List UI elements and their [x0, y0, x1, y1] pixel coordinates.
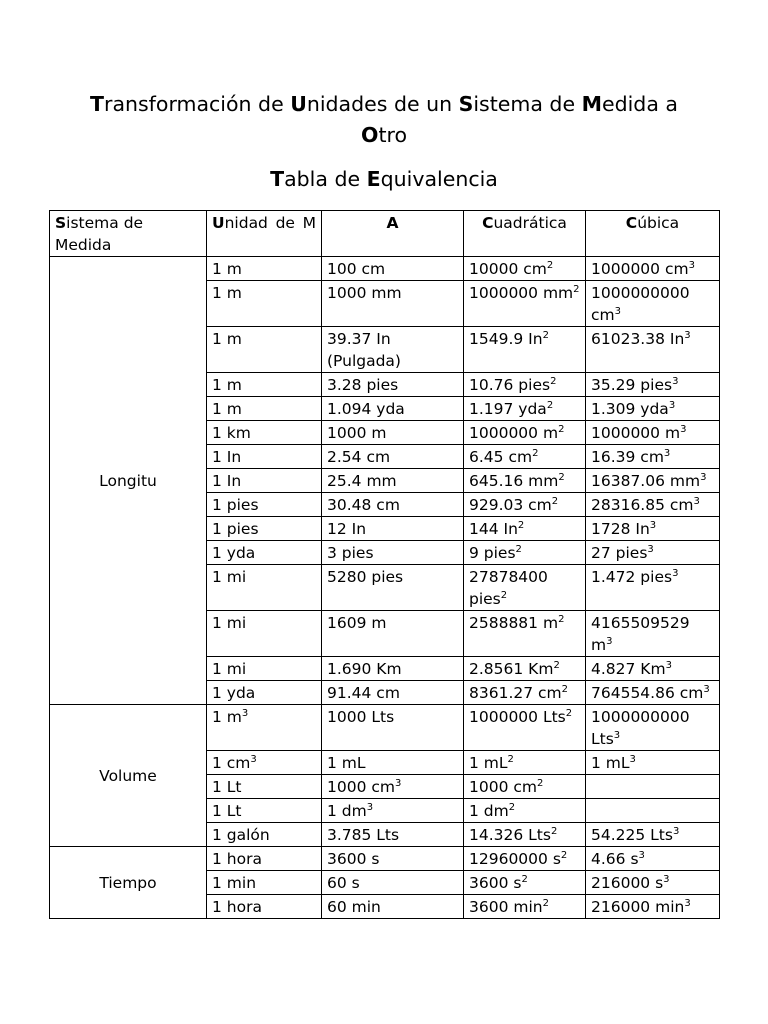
unit-cell — [207, 493, 322, 517]
unit-cell-value: 1 pies — [212, 496, 259, 514]
a-cell — [322, 681, 464, 705]
cubica-cell — [586, 705, 720, 751]
unit-cell-value: 1 yda — [212, 544, 256, 562]
exponent: 3 — [700, 471, 707, 483]
cuadratica-cell — [464, 327, 586, 373]
unit-cell-value: 1 cm — [212, 754, 251, 772]
cubica-cell — [586, 611, 720, 657]
exponent: 3 — [663, 873, 670, 885]
cubica-cell — [586, 895, 720, 919]
a-cell — [322, 421, 464, 445]
exponent: 2 — [542, 329, 549, 341]
cuadratica-cell-value: 3600 s — [469, 874, 522, 892]
cuadratica-cell — [464, 281, 586, 327]
unit-cell-value: 1 m — [212, 376, 242, 394]
unit-cell — [207, 611, 322, 657]
unit-cell — [207, 799, 322, 823]
unit-cell-value: 1 hora — [212, 898, 262, 916]
unit-cell-value: 1 In — [212, 472, 242, 490]
cubica-cell — [586, 823, 720, 847]
exponent: 3 — [649, 519, 657, 531]
unit-cell — [207, 445, 322, 469]
exponent: 3 — [680, 423, 687, 435]
unit-cell — [207, 871, 322, 895]
cubica-cell — [586, 397, 720, 421]
cubica-cell — [586, 751, 720, 775]
cuadratica-cell — [464, 705, 586, 751]
exponent: 2 — [573, 283, 580, 295]
a-cell-value: 3 pies — [327, 544, 374, 562]
exponent: 3 — [672, 825, 680, 837]
cubica-cell-value: 4.827 Km — [591, 660, 666, 678]
exponent: 2 — [550, 825, 558, 837]
a-cell-value: 1 dm — [327, 802, 367, 820]
cuadratica-cell-value: 9 pies — [469, 544, 516, 562]
unit-cell-value: 1 km — [212, 424, 251, 442]
a-cell-value: 39.37 In (Pulgada) — [327, 330, 401, 370]
unit-cell-value: 1 pies — [212, 520, 259, 538]
table-title: Tabla de Equivalencia — [270, 167, 498, 191]
exponent: 2 — [550, 375, 557, 387]
unit-cell-value: 1 Lt — [212, 802, 242, 820]
cubica-cell-value: 1000000000 Lts — [591, 708, 690, 748]
cubica-cell — [586, 327, 720, 373]
unit-cell — [207, 847, 322, 871]
unit-cell-value: 1 Lt — [212, 778, 242, 796]
unit-cell-value: 1 m — [212, 260, 242, 278]
cubica-cell-value: 28316.85 cm — [591, 496, 694, 514]
exponent: 2 — [532, 447, 539, 459]
a-cell-value: 1000 mm — [327, 284, 402, 302]
cuadratica-cell-value: 144 In — [469, 520, 518, 538]
a-cell — [322, 799, 464, 823]
cubica-cell — [586, 541, 720, 565]
exponent: 3 — [638, 849, 645, 861]
exponent: 2 — [546, 399, 554, 411]
exponent: 2 — [542, 897, 549, 909]
cubica-cell — [586, 373, 720, 397]
unit-cell — [207, 541, 322, 565]
unit-cell — [207, 257, 322, 281]
exponent: 3 — [703, 683, 710, 695]
unit-cell — [207, 517, 322, 541]
a-cell — [322, 895, 464, 919]
unit-cell — [207, 775, 322, 799]
exponent: 3 — [606, 635, 613, 647]
exponent: 2 — [553, 659, 560, 671]
a-cell-value: 25.4 mm — [327, 472, 397, 490]
exponent: 2 — [508, 801, 516, 813]
cuadratica-cell — [464, 397, 586, 421]
cuadratica-cell-value: 27878400 pies — [469, 568, 548, 608]
cuadratica-cell-value: 2588881 m — [469, 614, 559, 632]
exponent: 3 — [688, 259, 695, 271]
unit-cell-value: 1 In — [212, 448, 242, 466]
cubica-cell — [586, 681, 720, 705]
exponent: 2 — [521, 873, 528, 885]
exponent: 2 — [551, 495, 559, 507]
unit-cell — [207, 281, 322, 327]
cubica-cell-value: 1000000 cm — [591, 260, 689, 278]
exponent: 2 — [517, 519, 525, 531]
table-row — [50, 705, 720, 751]
cubica-cell-value: 1000000000 cm — [591, 284, 690, 324]
exponent: 2 — [560, 849, 568, 861]
cuadratica-cell-value: 1 mL — [469, 754, 508, 772]
exponent: 3 — [241, 707, 249, 719]
exponent: 2 — [558, 471, 565, 483]
cubica-cell-value: 16.39 cm — [591, 448, 664, 466]
a-cell — [322, 493, 464, 517]
exponent: 2 — [537, 777, 544, 789]
cubica-cell-value: 1.309 yda — [591, 400, 669, 418]
unit-cell-value: 1 mi — [212, 660, 247, 678]
exponent: 2 — [561, 683, 569, 695]
exponent: 3 — [629, 753, 636, 765]
cuadratica-cell — [464, 421, 586, 445]
cubica-cell-value: 54.225 Lts — [591, 826, 673, 844]
cuadratica-cell-value: 14.326 Lts — [469, 826, 551, 844]
table-body — [50, 257, 720, 919]
exponent: 2 — [546, 259, 554, 271]
cubica-cell — [586, 871, 720, 895]
a-cell — [322, 823, 464, 847]
cuadratica-cell — [464, 847, 586, 871]
cuadratica-cell-value: 8361.27 cm — [469, 684, 562, 702]
a-cell — [322, 751, 464, 775]
unit-cell-value: 1 min — [212, 874, 257, 892]
equivalence-table — [49, 210, 720, 919]
table-row — [50, 847, 720, 871]
unit-cell — [207, 751, 322, 775]
title-line-1: Transformación de Unidades de un Sistema de Medida a — [90, 92, 678, 116]
unit-cell-value: 1 mi — [212, 568, 247, 586]
a-cell — [322, 397, 464, 421]
exponent: 3 — [672, 567, 679, 579]
cubica-cell-value: 27 pies — [591, 544, 648, 562]
cuadratica-cell — [464, 611, 586, 657]
cubica-cell — [586, 775, 720, 799]
unit-cell — [207, 421, 322, 445]
cubica-cell-value: 16387.06 mm — [591, 472, 701, 490]
a-cell-value: 2.54 cm — [327, 448, 391, 466]
unit-cell-value: 1 m — [212, 330, 242, 348]
cuadratica-cell — [464, 751, 586, 775]
exponent: 3 — [613, 729, 621, 741]
group-name-cell: Tiempo — [50, 847, 207, 919]
a-cell — [322, 775, 464, 799]
exponent: 2 — [500, 589, 508, 601]
cubica-cell — [586, 421, 720, 445]
cubica-cell-value: 4.66 s — [591, 850, 639, 868]
header-a: A — [322, 211, 464, 257]
cubica-cell-value: 1728 In — [591, 520, 650, 538]
exponent: 2 — [507, 753, 514, 765]
cuadratica-cell — [464, 823, 586, 847]
unit-cell — [207, 565, 322, 611]
exponent: 3 — [665, 659, 672, 671]
header-sistema: Sistema de Medida — [50, 211, 207, 257]
cubica-cell-value: 35.29 pies — [591, 376, 673, 394]
a-cell — [322, 469, 464, 493]
a-cell-value: 5280 pies — [327, 568, 404, 586]
header-cubica: Cúbica — [586, 211, 720, 257]
cubica-cell — [586, 847, 720, 871]
a-cell-value: 12 In — [327, 520, 367, 538]
a-cell-value: 1 mL — [327, 754, 366, 772]
cuadratica-cell-value: 2.8561 Km — [469, 660, 554, 678]
cubica-cell — [586, 565, 720, 611]
a-cell-value: 1.690 Km — [327, 660, 402, 678]
exponent: 2 — [558, 423, 565, 435]
title-line-1b: Otro — [361, 123, 407, 147]
unit-cell-value: 1 hora — [212, 850, 262, 868]
exponent: 3 — [668, 399, 676, 411]
cuadratica-cell-value: 929.03 cm — [469, 496, 552, 514]
a-cell — [322, 541, 464, 565]
cuadratica-cell-value: 1000000 mm — [469, 284, 574, 302]
cubica-cell-value: 1 mL — [591, 754, 630, 772]
cuadratica-cell-value: 10000 cm — [469, 260, 547, 278]
a-cell — [322, 611, 464, 657]
unit-cell — [207, 681, 322, 705]
group-name-cell: Volume — [50, 705, 207, 847]
cuadratica-cell-value: 10.76 pies — [469, 376, 551, 394]
cuadratica-cell-value: 1000000 Lts — [469, 708, 566, 726]
cubica-cell-value: 61023.38 In — [591, 330, 685, 348]
unit-cell-value: 1 m — [212, 400, 242, 418]
cuadratica-cell — [464, 565, 586, 611]
unit-cell-value: 1 m — [212, 284, 242, 302]
unit-cell — [207, 373, 322, 397]
unit-cell — [207, 895, 322, 919]
cubica-cell-value: 216000 s — [591, 874, 664, 892]
exponent: 3 — [684, 329, 691, 341]
exponent: 3 — [672, 375, 679, 387]
a-cell-value: 1000 cm — [327, 778, 395, 796]
cubica-cell-value: 4165509529 m — [591, 614, 690, 654]
cuadratica-cell — [464, 681, 586, 705]
cuadratica-cell-value: 645.16 mm — [469, 472, 559, 490]
cuadratica-cell-value: 1.197 yda — [469, 400, 547, 418]
unit-cell-value: 1 yda — [212, 684, 256, 702]
a-cell — [322, 281, 464, 327]
cubica-cell-value: 1.472 pies — [591, 568, 673, 586]
cuadratica-cell — [464, 871, 586, 895]
exponent: 3 — [395, 777, 402, 789]
unit-cell-value: 1 galón — [212, 826, 270, 844]
a-cell-value: 1000 m — [327, 424, 387, 442]
a-cell — [322, 327, 464, 373]
a-cell-value: 30.48 cm — [327, 496, 400, 514]
cubica-cell-value: 216000 min — [591, 898, 685, 916]
unit-cell-value: 1 m — [212, 708, 242, 726]
cuadratica-cell-value: 1000000 m — [469, 424, 559, 442]
cuadratica-cell — [464, 445, 586, 469]
a-cell — [322, 257, 464, 281]
document-title — [40, 89, 728, 151]
exponent: 3 — [250, 753, 257, 765]
group-name-cell: Longitu — [50, 257, 207, 705]
cubica-cell — [586, 469, 720, 493]
a-cell — [322, 373, 464, 397]
a-cell — [322, 657, 464, 681]
exponent: 3 — [663, 447, 671, 459]
a-cell-value: 3.28 pies — [327, 376, 399, 394]
unit-cell — [207, 397, 322, 421]
exponent: 3 — [693, 495, 700, 507]
a-cell-value: 1000 Lts — [327, 708, 395, 726]
unit-cell — [207, 823, 322, 847]
cubica-cell-value: 1000000 m — [591, 424, 681, 442]
header-cuadratica: Cuadrática — [464, 211, 586, 257]
cubica-cell — [586, 257, 720, 281]
cubica-cell — [586, 281, 720, 327]
cuadratica-cell — [464, 469, 586, 493]
header-row — [50, 211, 720, 257]
a-cell — [322, 871, 464, 895]
a-cell-value: 1.094 yda — [327, 400, 405, 418]
cubica-cell-value: 764554.86 cm — [591, 684, 704, 702]
cubica-cell — [586, 445, 720, 469]
cuadratica-cell — [464, 799, 586, 823]
cuadratica-cell — [464, 895, 586, 919]
cuadratica-cell — [464, 517, 586, 541]
exponent: 2 — [558, 613, 565, 625]
cuadratica-cell-value: 1549.9 In — [469, 330, 543, 348]
cuadratica-cell — [464, 257, 586, 281]
cubica-cell — [586, 657, 720, 681]
cubica-cell — [586, 799, 720, 823]
cuadratica-cell — [464, 775, 586, 799]
cuadratica-cell — [464, 373, 586, 397]
unit-cell — [207, 327, 322, 373]
exponent: 2 — [565, 707, 573, 719]
a-cell-value: 3600 s — [327, 850, 380, 868]
exponent: 2 — [515, 543, 522, 555]
cuadratica-cell-value: 6.45 cm — [469, 448, 533, 466]
exponent: 3 — [614, 305, 621, 317]
cuadratica-cell-value: 3600 min — [469, 898, 543, 916]
unit-cell-value: 1 mi — [212, 614, 247, 632]
a-cell-value: 3.785 Lts — [327, 826, 400, 844]
cubica-cell — [586, 517, 720, 541]
a-cell — [322, 565, 464, 611]
cuadratica-cell — [464, 657, 586, 681]
exponent: 3 — [366, 801, 374, 813]
cuadratica-cell — [464, 541, 586, 565]
a-cell — [322, 705, 464, 751]
a-cell-value: 1609 m — [327, 614, 387, 632]
a-cell-value: 100 cm — [327, 260, 386, 278]
a-cell-value: 60 min — [327, 898, 381, 916]
a-cell-value: 60 s — [327, 874, 360, 892]
cuadratica-cell-value: 12960000 s — [469, 850, 561, 868]
unit-cell — [207, 657, 322, 681]
a-cell — [322, 847, 464, 871]
unit-cell — [207, 469, 322, 493]
table-row — [50, 257, 720, 281]
exponent: 3 — [647, 543, 654, 555]
header-unidad: Unidad de M — [207, 211, 322, 257]
unit-cell — [207, 705, 322, 751]
a-cell — [322, 445, 464, 469]
a-cell-value: 91.44 cm — [327, 684, 400, 702]
a-cell — [322, 517, 464, 541]
cubica-cell — [586, 493, 720, 517]
cuadratica-cell-value: 1 dm — [469, 802, 509, 820]
exponent: 3 — [684, 897, 691, 909]
cuadratica-cell — [464, 493, 586, 517]
cuadratica-cell-value: 1000 cm — [469, 778, 537, 796]
